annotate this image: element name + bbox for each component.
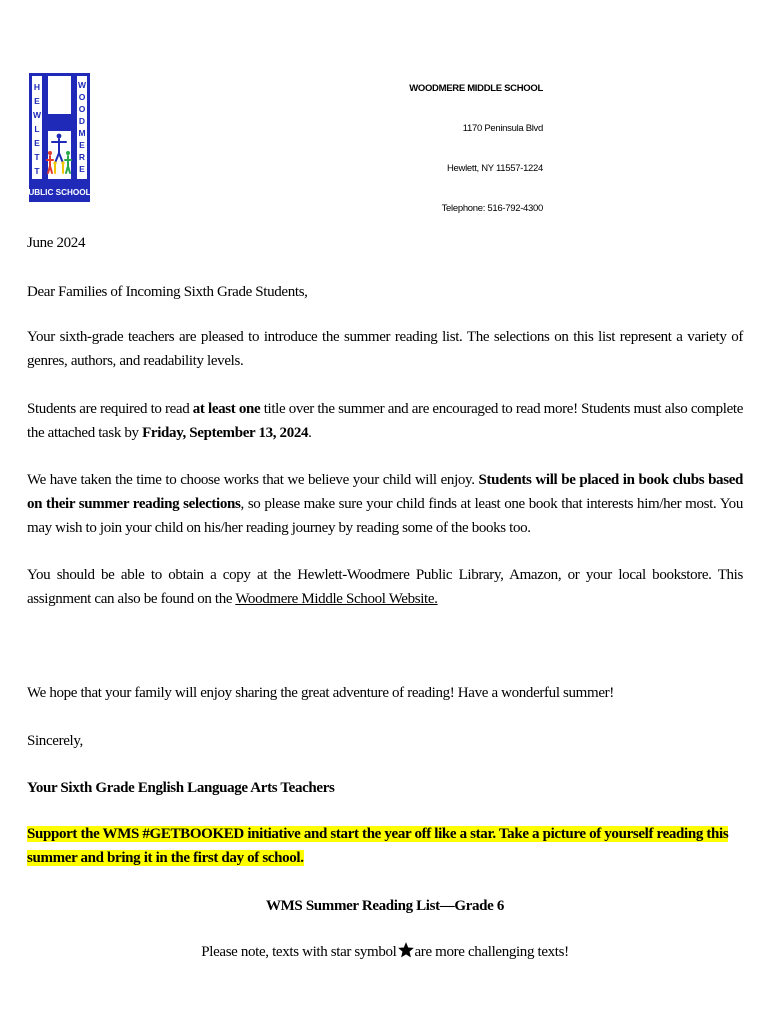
star-icon xyxy=(397,941,415,959)
sincerely: Sincerely, xyxy=(27,733,83,749)
paragraph-book-clubs: We have taken the time to choose works that we believe your child will enjoy. Students will be placed in book clubs based on their summer reading selections, so please make sure your child finds at least one book that interests him/her most. You may wish to join your child on his/her reading journey by reading some of the books too. xyxy=(27,472,743,536)
highlight-line-2: summer and bring it in the first day of school. xyxy=(27,850,304,866)
star-note: Please note, texts with star symbol are more challenging texts! xyxy=(27,940,743,964)
svg-text:H: H xyxy=(33,82,41,92)
svg-text:T: T xyxy=(34,166,40,176)
school-address-street: 1170 Peninsula Blvd xyxy=(462,123,543,134)
getbooked-highlight xyxy=(27,822,743,870)
due-date: Friday, September 13, 2024 xyxy=(142,425,309,441)
emphasis-at-least-one: at least one xyxy=(192,401,261,417)
book-clubs-emphasis: Students will be placed in book clubs based on their summer reading selections xyxy=(27,472,743,512)
signature: Your Sixth Grade English Language Arts Teachers xyxy=(27,780,335,796)
letter-date: June 2024 xyxy=(27,235,86,251)
svg-text:E: E xyxy=(34,96,40,106)
paragraph-where-to-find: You should be able to obtain a copy at the Hewlett-Woodmere Public Library, Amazon, or your local bookstore. This assignment can also be found on the Woodmere Middle School Website. xyxy=(27,567,743,607)
svg-text:M: M xyxy=(78,128,86,138)
svg-text:E: E xyxy=(79,140,85,150)
svg-text:E: E xyxy=(79,164,85,174)
hewlett-woodmere-logo xyxy=(22,73,97,202)
svg-text:D: D xyxy=(78,116,86,126)
svg-text:E: E xyxy=(34,138,40,148)
school-address-city: Hewlett, NY 11557-1224 xyxy=(446,163,543,174)
highlight-line-1: Support the WMS #GETBOOKED initiative and start the year off like a star. Take a picture of yourself reading this xyxy=(27,826,729,842)
school-website-link[interactable]: Woodmere Middle School Website. xyxy=(235,591,438,607)
letter-greeting: Dear Families of Incoming Sixth Grade Students, xyxy=(27,284,308,300)
school-name: WOODMERE MIDDLE SCHOOL xyxy=(409,83,543,94)
school-phone: Telephone: 516-792-4300 xyxy=(441,203,543,214)
logo-bottom-text: PUBLIC SCHOOLS xyxy=(22,188,97,197)
paragraph-requirements: Students are required to read at least one title over the summer and are encouraged to read more! Students must also complete the attached task by Friday, September 13, 2024. xyxy=(27,401,744,441)
svg-text:O: O xyxy=(78,104,86,114)
svg-text:L: L xyxy=(34,124,40,134)
svg-text:W: W xyxy=(77,80,87,90)
svg-text:O: O xyxy=(78,92,86,102)
reading-list-title: WMS Summer Reading List—Grade 6 xyxy=(265,898,505,914)
svg-text:R: R xyxy=(78,152,86,162)
svg-text:T: T xyxy=(34,152,40,162)
svg-text:W: W xyxy=(32,110,42,120)
paragraph-intro: Your sixth-grade teachers are pleased to introduce the summer reading list. The selections on this list represent a variety of genres, authors, and readability levels. xyxy=(27,329,743,369)
closing-line: We hope that your family will enjoy sharing the great adventure of reading! Have a wonderful summer! xyxy=(27,685,614,701)
